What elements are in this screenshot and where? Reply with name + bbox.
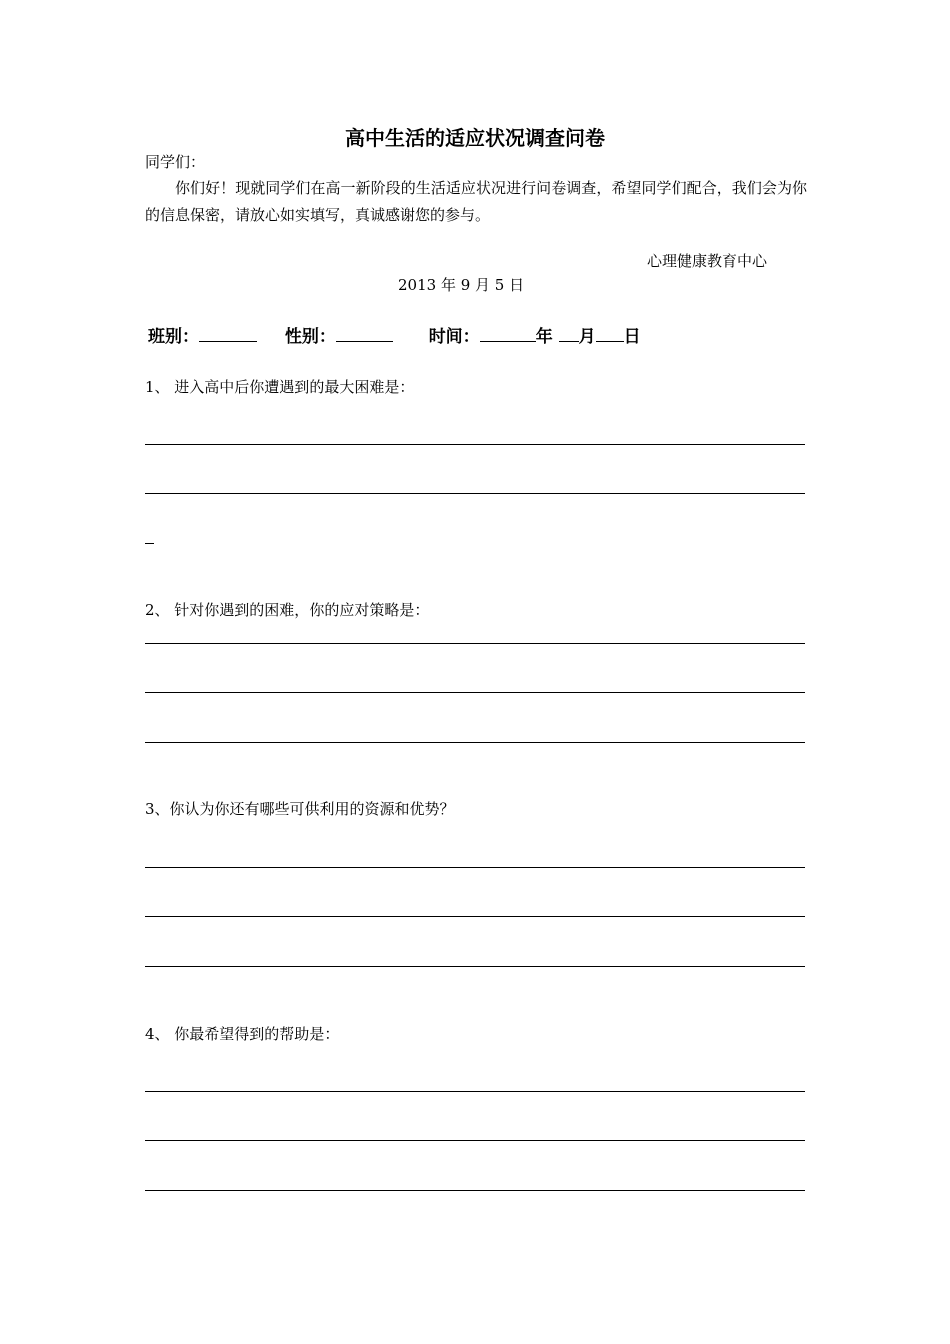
answer-line[interactable] — [145, 916, 805, 917]
answer-line[interactable] — [145, 966, 805, 967]
class-label: 班别： — [148, 327, 199, 347]
question-3: 3、你认为你还有哪些可供利用的资源和优势？ — [145, 800, 455, 818]
gender-label: 性别： — [284, 327, 336, 347]
class-blank[interactable] — [199, 323, 257, 342]
question-1: 1、 进入高中后你遭遇到的最大困难是： — [145, 378, 415, 396]
answer-line[interactable] — [145, 692, 805, 693]
answer-line[interactable] — [145, 1091, 805, 1092]
year-label: 年 — [535, 327, 553, 347]
month-label: 月 — [578, 327, 596, 347]
answer-line[interactable] — [145, 493, 805, 494]
time-label: 时间： — [428, 327, 480, 347]
answer-line[interactable] — [145, 643, 805, 644]
question-2: 2、 针对你遇到的困难，你的应对策略是： — [145, 601, 430, 619]
answer-line[interactable] — [145, 1140, 805, 1141]
signature: 心理健康教育中心 — [647, 252, 768, 270]
answer-line[interactable] — [145, 444, 805, 445]
question-4: 4、 你最希望得到的帮助是： — [145, 1025, 340, 1043]
answer-line[interactable] — [145, 742, 805, 743]
day-blank[interactable] — [596, 323, 624, 342]
gender-blank[interactable] — [336, 323, 393, 342]
year-blank[interactable] — [480, 323, 536, 342]
short-underline — [145, 543, 154, 544]
answer-line[interactable] — [145, 867, 805, 868]
month-blank[interactable] — [559, 323, 579, 342]
student-info-row — [148, 322, 641, 347]
answer-line[interactable] — [145, 1190, 805, 1191]
document-title: 高中生活的适应状况调查问卷 — [345, 126, 605, 150]
document-date: 2013 年 9 月 5 日 — [398, 276, 525, 294]
greeting: 同学们： — [145, 153, 206, 171]
intro-paragraph: 你们好！现就同学们在高一新阶段的生活适应状况进行问卷调查，希望同学们配合，我们会为你的信息保密，请放心如实填写，真诚感谢您的参与。 — [145, 179, 807, 224]
day-label: 日 — [623, 327, 641, 347]
